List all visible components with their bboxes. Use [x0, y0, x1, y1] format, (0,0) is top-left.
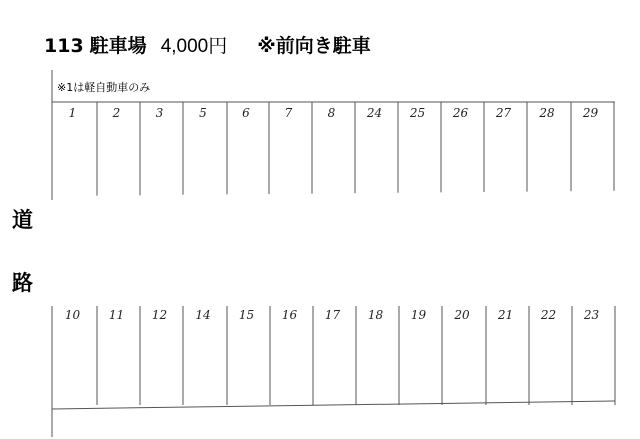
light-vehicle-note: ※1は軽自動車のみ [57, 81, 151, 94]
stall-number-bottom: 23 [583, 308, 600, 322]
bottom-row-bottom-line [52, 401, 615, 409]
stall-number-bottom: 12 [151, 308, 168, 322]
stall-number-bottom: 21 [497, 308, 514, 322]
stall-number-bottom: 19 [410, 308, 427, 322]
stall-number-top: 28 [539, 106, 555, 120]
road-label-2: 路 [12, 271, 33, 295]
stall-number-bottom: 22 [540, 308, 557, 322]
stall-number-top: 26 [452, 106, 469, 120]
stall-number-top: 7 [284, 106, 293, 120]
parking-note: ※前向き駐車 [257, 35, 371, 57]
stall-number-top: 25 [409, 106, 426, 120]
stall-number-top: 5 [199, 106, 207, 120]
stall-number-bottom: 18 [367, 308, 384, 322]
stall-number-bottom: 20 [454, 308, 470, 322]
stall-number-top: 2 [112, 106, 121, 120]
stall-number-top: 8 [327, 106, 336, 120]
stall-number-top: 3 [155, 106, 164, 120]
road-label-1: 道 [12, 208, 33, 232]
stall-number-bottom: 11 [108, 308, 125, 322]
lot-price: 4,000円 [160, 36, 228, 57]
stall-number-bottom: 14 [195, 308, 211, 322]
stall-number-top: 24 [366, 106, 383, 120]
stall-number-bottom: 10 [64, 308, 81, 322]
stall-number-top: 1 [68, 106, 77, 120]
stall-number-top: 29 [582, 106, 599, 120]
lot-number: 113 [44, 35, 84, 57]
lot-name: 駐車場 [89, 35, 147, 57]
stall-number-top: 6 [242, 106, 250, 120]
stall-number-bottom: 15 [238, 308, 255, 322]
stall-number-top: 27 [495, 106, 512, 120]
stall-number-bottom: 16 [281, 308, 298, 322]
stall-number-bottom: 17 [324, 308, 341, 322]
